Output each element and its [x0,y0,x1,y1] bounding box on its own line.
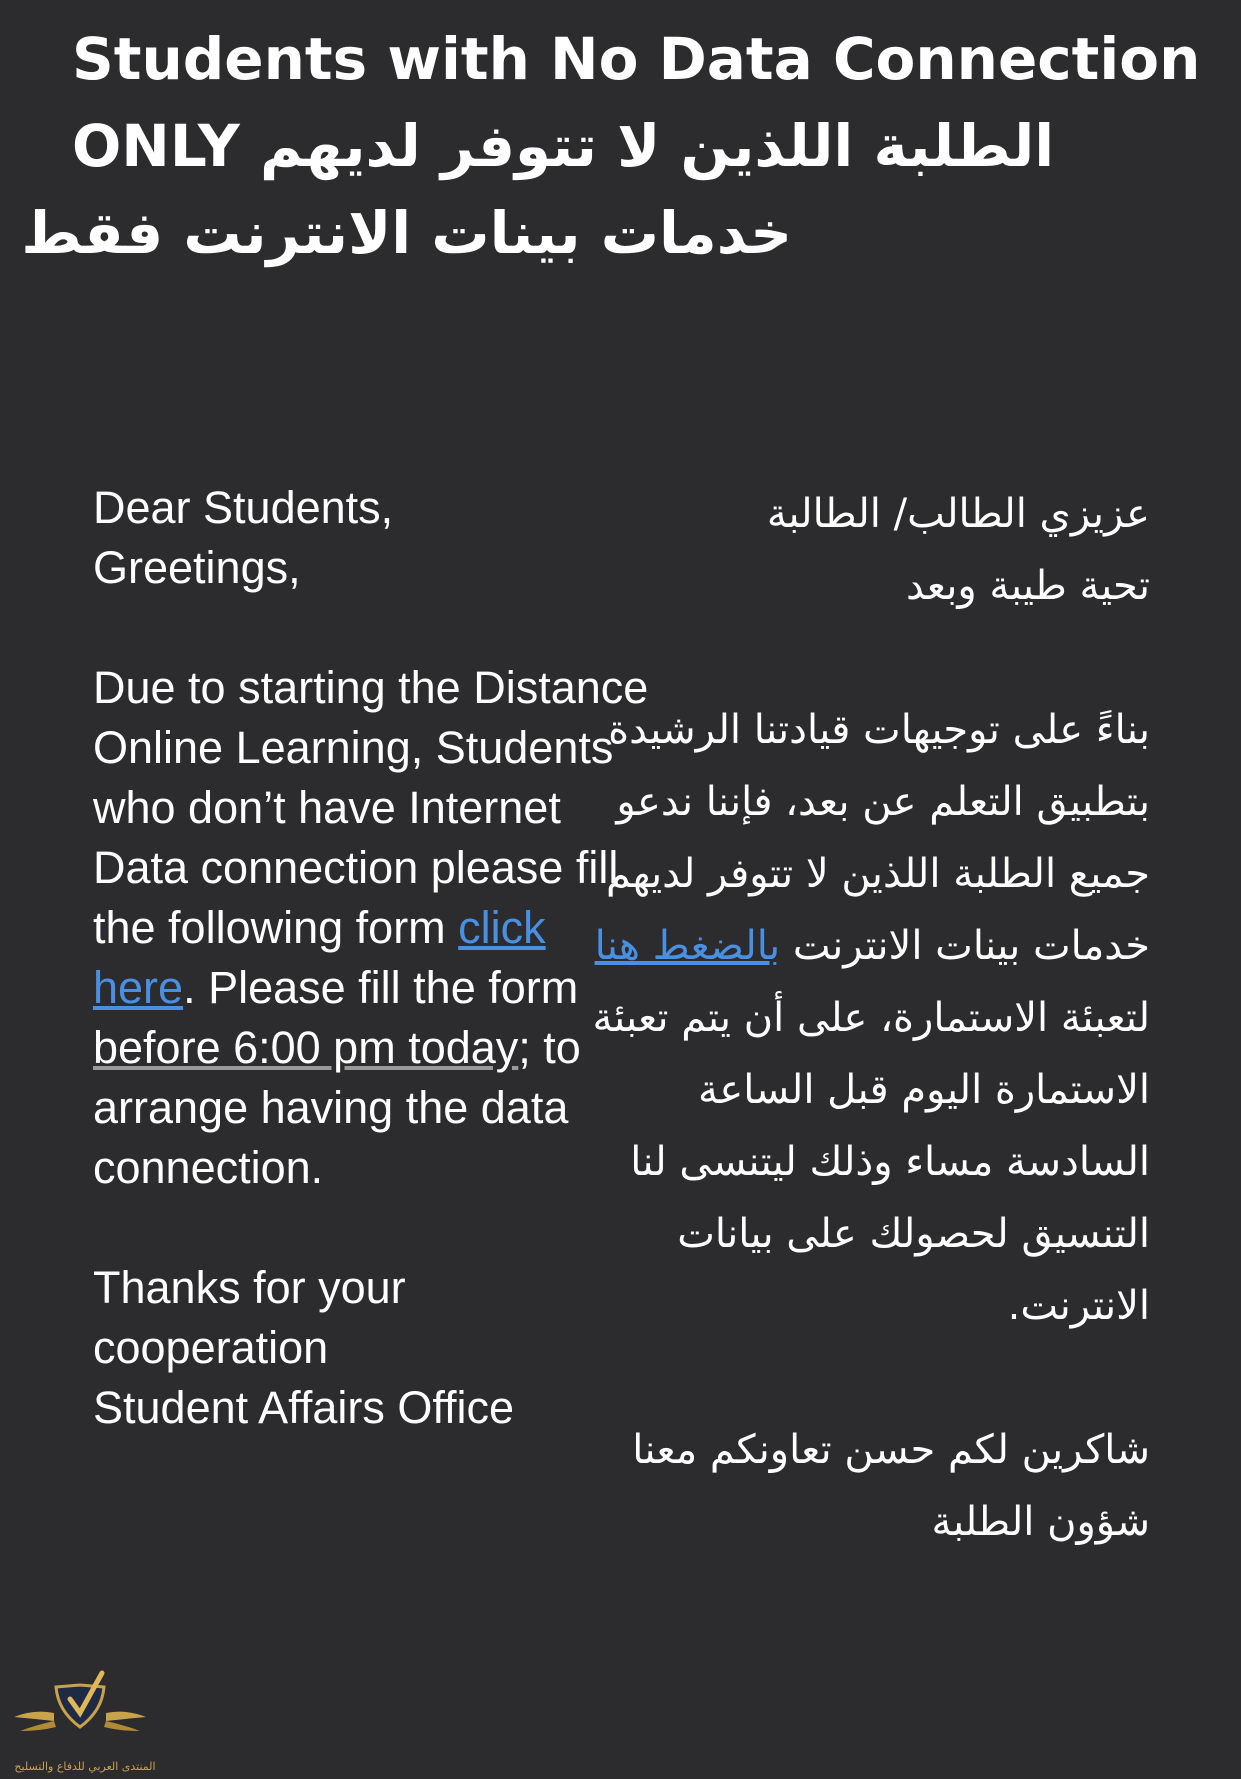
english-thanks: Thanks for your cooperation [93,1262,406,1373]
arabic-body-text: لتعبئة الاستمارة، على أن يتم تعبئة الاستمارة اليوم قبل الساعة السادسة مساء وذلك ليتنسى لنا التنسيق لحصولك على بيانات الانترنت. [592,995,1150,1329]
arabic-body [590,694,1150,1342]
title-line-english: Students with No Data Connection [72,25,1201,93]
english-deadline: before 6:00 pm today [93,1022,519,1073]
english-greeting: Greetings, [93,542,301,593]
watermark-logo [10,1665,156,1775]
watermark-text: المنتدى العربي للدفاع والتسليح [14,1760,156,1773]
shield-wings-logo-icon [10,1665,150,1755]
page-title [21,16,1201,277]
english-form-link[interactable]: click here [93,902,546,1013]
spacer [590,622,1150,694]
english-message [93,478,653,1438]
arabic-salutation: عزيزي الطالب/ الطالبة [766,491,1150,537]
english-body-text: Due to starting the Distance Online Learning, Students who don’t have Internet Data connection please fill the following form [93,662,649,953]
english-body-text: ; to arrange having the data connection. [93,1022,581,1193]
english-body-text: . Please fill the form [183,962,579,1013]
english-salutation: Dear Students, [93,482,394,533]
spacer [93,598,653,658]
english-signature: Student Affairs Office [93,1382,515,1433]
title-line-arabic: خدمات بينات الانترنت فقط [21,199,792,267]
spacer [93,1198,653,1258]
arabic-body-text: بناءً على توجيهات قيادتنا الرشيدة بتطبيق التعلم عن بعد، فإننا ندعو جميع الطلبة اللذين لا تتوفر لديهم خدمات بينات الانترنت [605,707,1150,969]
arabic-greeting: تحية طيبة وبعد [905,563,1150,609]
arabic-form-link[interactable]: بالضغط هنا [594,923,781,969]
title-line-mixed: الطلبة اللذين لا تتوفر لديهم ONLY [72,112,1055,180]
spacer [590,1342,1150,1414]
arabic-signature: شؤون الطلبة [931,1499,1150,1545]
arabic-message [590,478,1150,1558]
arabic-thanks: شاكرين لكم حسن تعاونكم معنا [632,1427,1150,1473]
english-body [93,658,653,1198]
